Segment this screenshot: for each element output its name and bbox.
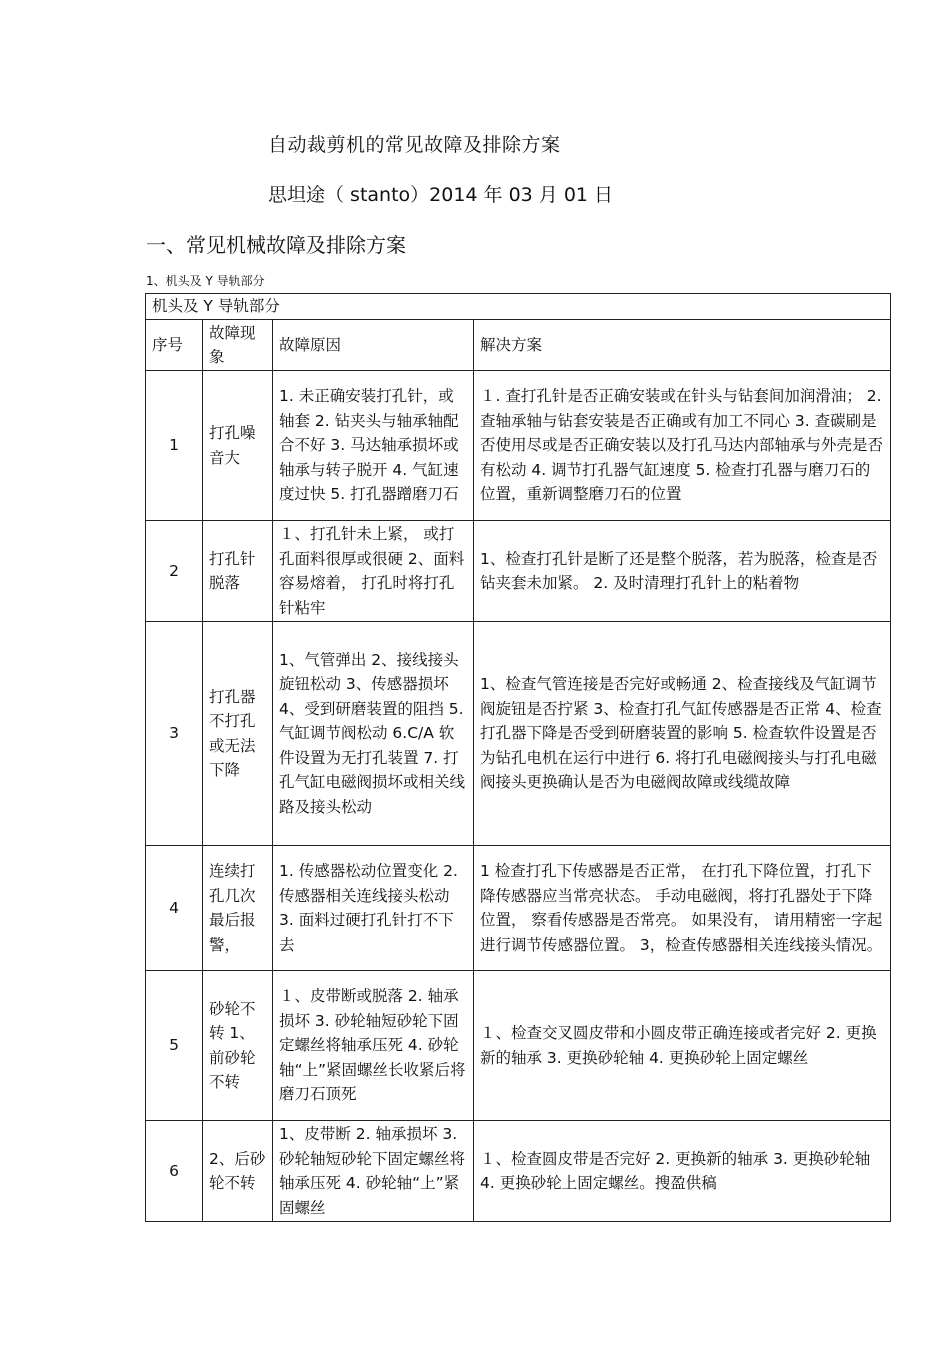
- row-no: 2: [146, 521, 203, 622]
- table-row: [146, 971, 891, 1121]
- row-solution: １. 查打孔针是否正确安装或在针头与钻套间加润滑油； 2. 查轴承轴与钻套安装是否正确或有加工不同心 3. 查碳刷是否使用尽或是否正确安装以及打孔马达内部轴承与外壳是否有松动 4. 调节打孔器气缸速度 5. 检查打孔器与磨刀石的位置，重新调整磨刀石的位置: [474, 371, 891, 521]
- row-solution: 1 检查打孔下传感器是否正常， 在打孔下降位置，打孔下降传感器应当常亮状态。 手动电磁阀，将打孔器处于下降位置， 察看传感器是否常亮。 如果没有， 请用精密一字起进行调节传感器位置。 3，检查传感器相关连线接头情况。: [474, 846, 891, 971]
- table-header-row: [146, 320, 891, 371]
- row-solution: 1、检查打孔针是断了还是整个脱落，若为脱落，检查是否钻夹套未加紧。 2. 及时清理打孔针上的粘着物: [474, 521, 891, 622]
- table-caption-row: [146, 294, 891, 320]
- table-row: [146, 521, 891, 622]
- header-symptom: 故障现象: [203, 320, 273, 371]
- row-symptom: 砂轮不转 1、前砂轮不转: [203, 971, 273, 1121]
- table-row: [146, 622, 891, 846]
- fault-table: [145, 293, 891, 1222]
- row-no: 6: [146, 1121, 203, 1222]
- row-symptom: 打孔针脱落: [203, 521, 273, 622]
- row-cause: 1、气管弹出 2、接线接头旋钮松动 3、传感器损坏 4、受到研磨装置的阻挡 5. 气缸调节阀松动 6.C/A 软件设置为无打孔装置 7. 打孔气缸电磁阀损坏或相关线路及接头松动: [273, 622, 474, 846]
- subsection-label: 1、机头及 Y 导轨部分: [146, 274, 265, 288]
- header-cause: 故障原因: [273, 320, 474, 371]
- table-row: [146, 1121, 891, 1222]
- row-cause: 1. 传感器松动位置变化 2. 传感器相关连线接头松动 3. 面料过硬打孔针打不下去: [273, 846, 474, 971]
- row-cause: １、皮带断或脱落 2. 轴承损坏 3. 砂轮轴短砂轮下固定螺丝将轴承压死 4. 砂轮轴“上”紧固螺丝长收紧后将磨刀石顶死: [273, 971, 474, 1121]
- row-solution: 1、检查气管连接是否完好或畅通 2、检查接线及气缸调节阀旋钮是否拧紧 3、检查打孔气缸传感器是否正常 4、检查打孔器下降是否受到研磨装置的影响 5. 检查软件设置是否为钻孔电机在运行中进行 6. 将打孔电磁阀接头与打孔电磁阀接头更换确认是否为电磁阀故障或线缆故障: [474, 622, 891, 846]
- document-title: 自动裁剪机的常见故障及排除方案: [268, 134, 561, 156]
- row-symptom: 2、后砂轮不转: [203, 1121, 273, 1222]
- row-solution: １、检查交叉圆皮带和小圆皮带正确连接或者完好 2. 更换新的轴承 3. 更换砂轮轴 4. 更换砂轮上固定螺丝: [474, 971, 891, 1121]
- row-cause: 1、皮带断 2. 轴承损坏 3. 砂轮轴短砂轮下固定螺丝将轴承压死 4. 砂轮轴“上”紧固螺丝: [273, 1121, 474, 1222]
- table-row: [146, 846, 891, 971]
- row-cause: 1. 未正确安装打孔针，或轴套 2. 钻夹头与轴承轴配合不好 3. 马达轴承损坏或轴承与转子脱开 4. 气缸速度过快 5. 打孔器蹭磨刀石: [273, 371, 474, 521]
- row-no: 5: [146, 971, 203, 1121]
- row-no: 3: [146, 622, 203, 846]
- header-no: 序号: [146, 320, 203, 371]
- row-symptom: 打孔器不打孔或无法下降: [203, 622, 273, 846]
- table-row: [146, 371, 891, 521]
- table-caption: 机头及 Y 导轨部分: [146, 294, 891, 320]
- row-symptom: 连续打孔几次最后报警，: [203, 846, 273, 971]
- row-symptom: 打孔噪音大: [203, 371, 273, 521]
- section-heading: 一、常见机械故障及排除方案: [146, 233, 406, 257]
- row-no: 1: [146, 371, 203, 521]
- row-solution: １、检查圆皮带是否完好 2. 更换新的轴承 3. 更换砂轮轴 4. 更换砂轮上固定螺丝。搜盈供稿: [474, 1121, 891, 1222]
- author-date-line: 思坦途（ stanto）2014 年 03 月 01 日: [268, 184, 614, 206]
- row-cause: １、打孔针未上紧， 或打孔面料很厚或很硬 2、面料容易熔着， 打孔时将打孔针粘牢: [273, 521, 474, 622]
- row-no: 4: [146, 846, 203, 971]
- header-solution: 解决方案: [474, 320, 891, 371]
